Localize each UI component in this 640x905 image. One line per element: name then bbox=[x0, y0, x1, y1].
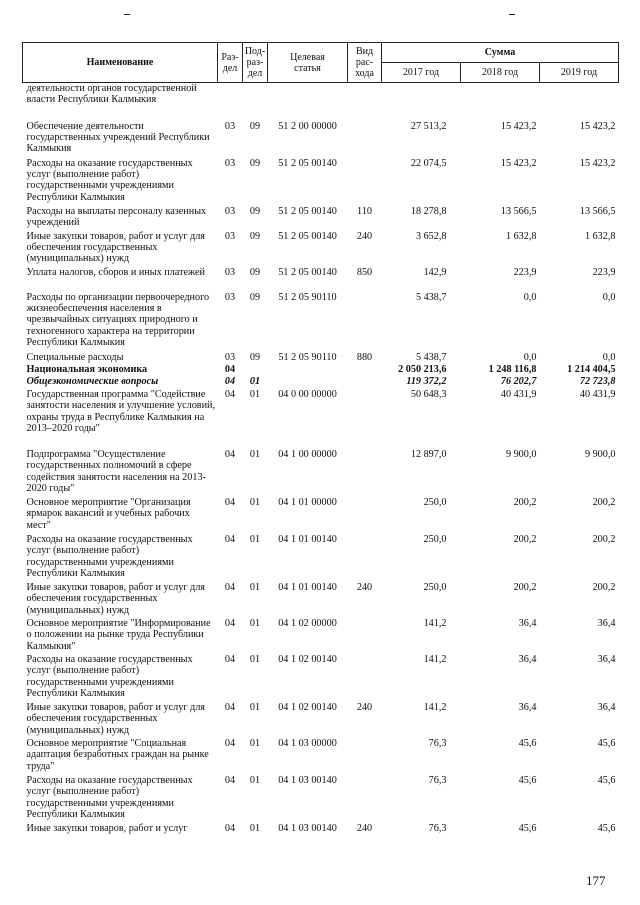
row-vid bbox=[348, 654, 382, 702]
row-podrazdel: 01 bbox=[249, 737, 261, 749]
row-podrazdel: 01 bbox=[249, 822, 261, 834]
row-sum-2018: 36,4 bbox=[518, 653, 537, 665]
row-sum-2018: 200,2 bbox=[513, 496, 537, 508]
table-row bbox=[23, 823, 619, 837]
row-sum-2018: 36,4 bbox=[518, 701, 537, 713]
row-podrazdel bbox=[243, 364, 268, 376]
row-podrazdel: 01 bbox=[249, 496, 261, 508]
row-name: Основное мероприятие "Социальная адаптация безработных граждан на рынке труда" bbox=[26, 737, 209, 772]
row-name: Основное мероприятие "Информирование о положении на рынке труда Республики Калмыкия" bbox=[26, 617, 211, 652]
row-razdel: 03 bbox=[224, 205, 236, 217]
row-sum-2018: 36,4 bbox=[518, 617, 537, 629]
row-podrazdel: 01 bbox=[249, 653, 261, 665]
table-row bbox=[23, 364, 619, 376]
row-target: 51 2 05 00140 bbox=[278, 157, 337, 169]
row-sum-2019: 15 423,2 bbox=[579, 157, 616, 169]
row-target: 04 1 01 00140 bbox=[278, 581, 337, 593]
row-podrazdel: 01 bbox=[249, 581, 261, 593]
row-sum-2019: 72 723,8 bbox=[579, 376, 616, 388]
row-sum-2017: 250,0 bbox=[423, 533, 447, 545]
row-vid: 110 bbox=[357, 205, 372, 217]
table-row bbox=[23, 83, 619, 121]
row-sum-2017: 141,2 bbox=[423, 617, 447, 629]
table-row bbox=[23, 497, 619, 534]
row-vid bbox=[348, 364, 382, 376]
row-sum-2017: 119 372,2 bbox=[406, 376, 447, 388]
row-vid bbox=[348, 497, 382, 534]
table-row bbox=[23, 389, 619, 449]
row-razdel: 03 bbox=[224, 230, 236, 242]
table-row bbox=[23, 158, 619, 206]
row-razdel: 04 bbox=[224, 774, 236, 786]
row-vid bbox=[348, 534, 382, 582]
header-2019: 2019 год bbox=[540, 63, 619, 83]
row-razdel: 04 bbox=[224, 496, 236, 508]
row-sum-2017: 50 648,3 bbox=[410, 388, 447, 400]
row-vid bbox=[348, 449, 382, 497]
row-sum-2019 bbox=[540, 83, 619, 121]
header-2018: 2018 год bbox=[461, 63, 540, 83]
row-target: 04 1 03 00140 bbox=[278, 774, 337, 786]
row-sum-2018: 45,6 bbox=[518, 774, 537, 786]
row-sum-2019: 15 423,2 bbox=[579, 120, 616, 132]
row-razdel: 04 bbox=[224, 737, 236, 749]
row-podrazdel: 09 bbox=[249, 291, 261, 303]
row-razdel: 03 bbox=[224, 120, 236, 132]
row-sum-2019: 200,2 bbox=[592, 581, 616, 593]
row-name: Расходы на оказание государственных услуг (выполнение работ) государственными учреждениями Республики Калмыкия bbox=[26, 533, 193, 579]
row-vid: 850 bbox=[356, 266, 373, 278]
row-sum-2017: 5 438,7 bbox=[415, 351, 447, 363]
row-vid bbox=[348, 121, 382, 158]
table-row bbox=[23, 618, 619, 654]
row-vid: 240 bbox=[356, 701, 373, 713]
budget-table bbox=[22, 42, 619, 837]
row-razdel: 03 bbox=[224, 351, 236, 363]
row-sum-2018: 15 423,2 bbox=[500, 120, 537, 132]
table-row bbox=[23, 702, 619, 738]
row-name: Иные закупки товаров, работ и услуг bbox=[26, 822, 188, 834]
row-podrazdel: 01 bbox=[249, 448, 261, 460]
row-name: Иные закупки товаров, работ и услуг для обеспечения государственных (муниципальных) нужд bbox=[26, 230, 205, 265]
row-name: Расходы на оказание государственных услуг (выполнение работ) государственными учреждениями Республики Калмыкия bbox=[26, 774, 193, 820]
row-sum-2019: 40 431,9 bbox=[579, 388, 616, 400]
row-sum-2019: 200,2 bbox=[592, 533, 616, 545]
row-sum-2018: 45,6 bbox=[518, 822, 537, 834]
row-razdel: 04 bbox=[224, 533, 236, 545]
row-name: Расходы по организации первоочередного жизнеобеспечения населения в чрезвычайных ситуациях природного и техногенного характера на территории Республики Калмыкия bbox=[26, 291, 210, 349]
row-name: Иные закупки товаров, работ и услуг для обеспечения государственных (муниципальных) нужд bbox=[26, 701, 205, 736]
row-name: Основное мероприятие "Организация ярмарок вакансий и учебных рабочих мест" bbox=[26, 496, 191, 531]
table-row bbox=[23, 376, 619, 388]
row-sum-2019: 200,2 bbox=[592, 496, 616, 508]
row-vid bbox=[348, 376, 382, 388]
row-razdel: 03 bbox=[224, 157, 236, 169]
row-podrazdel: 01 bbox=[249, 774, 261, 786]
row-podrazdel: 09 bbox=[249, 266, 261, 278]
table-body bbox=[23, 83, 619, 837]
row-razdel: 03 bbox=[224, 266, 236, 278]
row-target: 51 2 05 00140 bbox=[278, 205, 337, 217]
row-razdel: 04 bbox=[224, 701, 236, 713]
row-name: Уплата налогов, сборов и иных платежей bbox=[26, 266, 205, 278]
row-sum-2017 bbox=[382, 83, 461, 121]
row-sum-2018: 0,0 bbox=[523, 291, 537, 303]
row-sum-2018: 200,2 bbox=[513, 533, 537, 545]
row-target: 04 1 01 00140 bbox=[278, 533, 337, 545]
row-sum-2019: 36,4 bbox=[597, 701, 616, 713]
row-podrazdel: 01 bbox=[249, 388, 261, 400]
row-name: Подпрограмма "Осуществление государственных полномочий в сфере содействия занятости населения на 2013-2020 годы" bbox=[26, 448, 206, 494]
row-sum-2017: 5 438,7 bbox=[415, 291, 447, 303]
row-podrazdel: 09 bbox=[249, 157, 261, 169]
row-sum-2018: 40 431,9 bbox=[500, 388, 537, 400]
header-vid: Вид рас- хода bbox=[348, 43, 382, 83]
row-podrazdel: 09 bbox=[249, 351, 261, 363]
table-row bbox=[23, 231, 619, 267]
row-sum-2019: 0,0 bbox=[602, 351, 616, 363]
row-sum-2019: 9 900,0 bbox=[584, 448, 616, 460]
row-sum-2019: 1 632,8 bbox=[584, 230, 616, 242]
row-sum-2019: 1 214 404,5 bbox=[567, 363, 616, 375]
row-target: 04 1 03 00000 bbox=[278, 737, 337, 749]
row-vid bbox=[348, 389, 382, 449]
row-razdel: 04 bbox=[224, 448, 236, 460]
row-sum-2017: 141,2 bbox=[423, 701, 447, 713]
row-vid bbox=[348, 158, 382, 206]
row-razdel: 04 bbox=[224, 581, 236, 593]
row-sum-2019: 45,6 bbox=[597, 737, 616, 749]
row-razdel: 04 bbox=[224, 617, 236, 629]
header-2017: 2017 год bbox=[382, 63, 461, 83]
row-razdel bbox=[218, 83, 243, 121]
header-razdel: Раз- дел bbox=[218, 43, 243, 83]
table-row bbox=[23, 267, 619, 292]
row-sum-2018: 1 248 116,8 bbox=[488, 363, 537, 375]
row-target bbox=[268, 83, 348, 121]
row-podrazdel: 01 bbox=[249, 533, 261, 545]
row-sum-2019: 0,0 bbox=[602, 291, 616, 303]
page-number: 177 bbox=[586, 873, 606, 888]
row-podrazdel: 01 bbox=[249, 617, 261, 629]
row-target: 51 2 05 90110 bbox=[278, 351, 337, 363]
header-name: Наименование bbox=[23, 43, 218, 83]
row-razdel: 04 bbox=[224, 388, 236, 400]
row-name: Национальная экономика bbox=[26, 363, 148, 375]
row-sum-2017: 250,0 bbox=[423, 496, 447, 508]
row-name: Расходы на выплаты персоналу казенных учреждений bbox=[26, 205, 207, 228]
table-row bbox=[23, 738, 619, 775]
row-sum-2018: 76 202,7 bbox=[500, 376, 537, 388]
table-row bbox=[23, 352, 619, 364]
row-name: деятельности органов государственной власти Республики Калмыкия bbox=[26, 83, 197, 106]
header-podrazdel: Под- раз- дел bbox=[243, 43, 268, 83]
row-sum-2019: 36,4 bbox=[597, 617, 616, 629]
row-sum-2018: 223,9 bbox=[513, 266, 537, 278]
row-sum-2017: 27 513,2 bbox=[410, 120, 447, 132]
top-mark-right bbox=[509, 14, 515, 15]
row-vid: 240 bbox=[356, 822, 373, 834]
row-sum-2018 bbox=[461, 83, 540, 121]
row-sum-2018: 45,6 bbox=[518, 737, 537, 749]
row-target bbox=[268, 376, 348, 388]
row-sum-2017: 76,3 bbox=[428, 774, 447, 786]
row-target: 04 1 02 00000 bbox=[278, 617, 337, 629]
row-razdel: 03 bbox=[224, 291, 236, 303]
row-name: Государственная программа "Содействие занятости населения и улучшение условий, охраны труда в Республике Калмыкия на 2013–2020 годы" bbox=[26, 388, 216, 434]
row-name: Специальные расходы bbox=[26, 351, 124, 363]
row-vid bbox=[348, 83, 382, 121]
row-sum-2017: 141,2 bbox=[423, 653, 447, 665]
row-target: 51 2 05 90110 bbox=[278, 291, 337, 303]
table-row bbox=[23, 775, 619, 823]
row-sum-2018: 0,0 bbox=[523, 351, 537, 363]
row-sum-2017: 76,3 bbox=[428, 822, 447, 834]
row-name: Обеспечение деятельности государственных учреждений Республики Калмыкия bbox=[26, 120, 210, 155]
row-razdel: 04 bbox=[224, 376, 236, 388]
row-sum-2018: 13 566,5 bbox=[500, 205, 537, 217]
table-row bbox=[23, 206, 619, 231]
row-sum-2019: 223,9 bbox=[592, 266, 616, 278]
table-row bbox=[23, 449, 619, 497]
row-sum-2019: 45,6 bbox=[597, 822, 616, 834]
table-row bbox=[23, 534, 619, 582]
row-name: Расходы на оказание государственных услуг (выполнение работ) государственными учреждениями Республики Калмыкия bbox=[26, 157, 193, 203]
row-podrazdel: 09 bbox=[249, 230, 261, 242]
row-vid bbox=[348, 618, 382, 654]
row-vid: 240 bbox=[356, 581, 373, 593]
row-sum-2017: 3 652,8 bbox=[415, 230, 447, 242]
row-sum-2017: 22 074,5 bbox=[410, 157, 447, 169]
row-vid bbox=[348, 292, 382, 352]
row-sum-2017: 250,0 bbox=[423, 581, 447, 593]
row-vid: 880 bbox=[356, 351, 373, 363]
row-podrazdel: 01 bbox=[249, 701, 261, 713]
table-row bbox=[23, 121, 619, 158]
row-sum-2018: 200,2 bbox=[513, 581, 537, 593]
row-sum-2017: 76,3 bbox=[428, 737, 447, 749]
row-sum-2017: 18 278,8 bbox=[410, 205, 447, 217]
row-name: Расходы на оказание государственных услуг (выполнение работ) государственными учреждениями Республики Калмыкия bbox=[26, 653, 193, 699]
table-row bbox=[23, 582, 619, 618]
row-name: Иные закупки товаров, работ и услуг для обеспечения государственных (муниципальных) нужд bbox=[26, 581, 205, 616]
row-podrazdel bbox=[243, 83, 268, 121]
row-sum-2018: 1 632,8 bbox=[505, 230, 537, 242]
row-vid bbox=[348, 738, 382, 775]
table-row bbox=[23, 292, 619, 352]
row-sum-2019: 36,4 bbox=[597, 653, 616, 665]
row-razdel: 04 bbox=[224, 653, 236, 665]
row-target: 04 1 03 00140 bbox=[278, 822, 337, 834]
row-vid: 240 bbox=[356, 230, 373, 242]
row-sum-2019: 45,6 bbox=[597, 774, 616, 786]
row-target: 04 1 00 00000 bbox=[278, 448, 337, 460]
row-name: Общеэкономические вопросы bbox=[26, 376, 159, 388]
row-target: 04 1 02 00140 bbox=[278, 701, 337, 713]
row-sum-2018: 15 423,2 bbox=[500, 157, 537, 169]
row-target: 51 2 05 00140 bbox=[278, 230, 337, 242]
row-target: 04 1 02 00140 bbox=[278, 653, 337, 665]
table-row bbox=[23, 654, 619, 702]
row-sum-2017: 12 897,0 bbox=[410, 448, 447, 460]
row-podrazdel: 09 bbox=[249, 205, 261, 217]
row-target: 04 0 00 00000 bbox=[278, 388, 337, 400]
row-target bbox=[268, 364, 348, 376]
row-sum-2018: 9 900,0 bbox=[505, 448, 537, 460]
top-mark-left bbox=[124, 14, 130, 15]
row-razdel: 04 bbox=[224, 363, 236, 375]
row-sum-2017: 2 050 213,6 bbox=[398, 363, 447, 375]
row-podrazdel: 09 bbox=[249, 120, 261, 132]
header-summa: Сумма bbox=[382, 43, 619, 63]
row-vid bbox=[348, 775, 382, 823]
row-target: 04 1 01 00000 bbox=[278, 496, 337, 508]
row-sum-2019: 13 566,5 bbox=[579, 205, 616, 217]
row-target: 51 2 00 00000 bbox=[278, 120, 337, 132]
row-target: 51 2 05 00140 bbox=[278, 266, 337, 278]
row-sum-2017: 142,9 bbox=[423, 266, 447, 278]
row-razdel: 04 bbox=[224, 822, 236, 834]
row-podrazdel: 01 bbox=[249, 376, 261, 388]
header-target: Целевая статья bbox=[268, 43, 348, 83]
